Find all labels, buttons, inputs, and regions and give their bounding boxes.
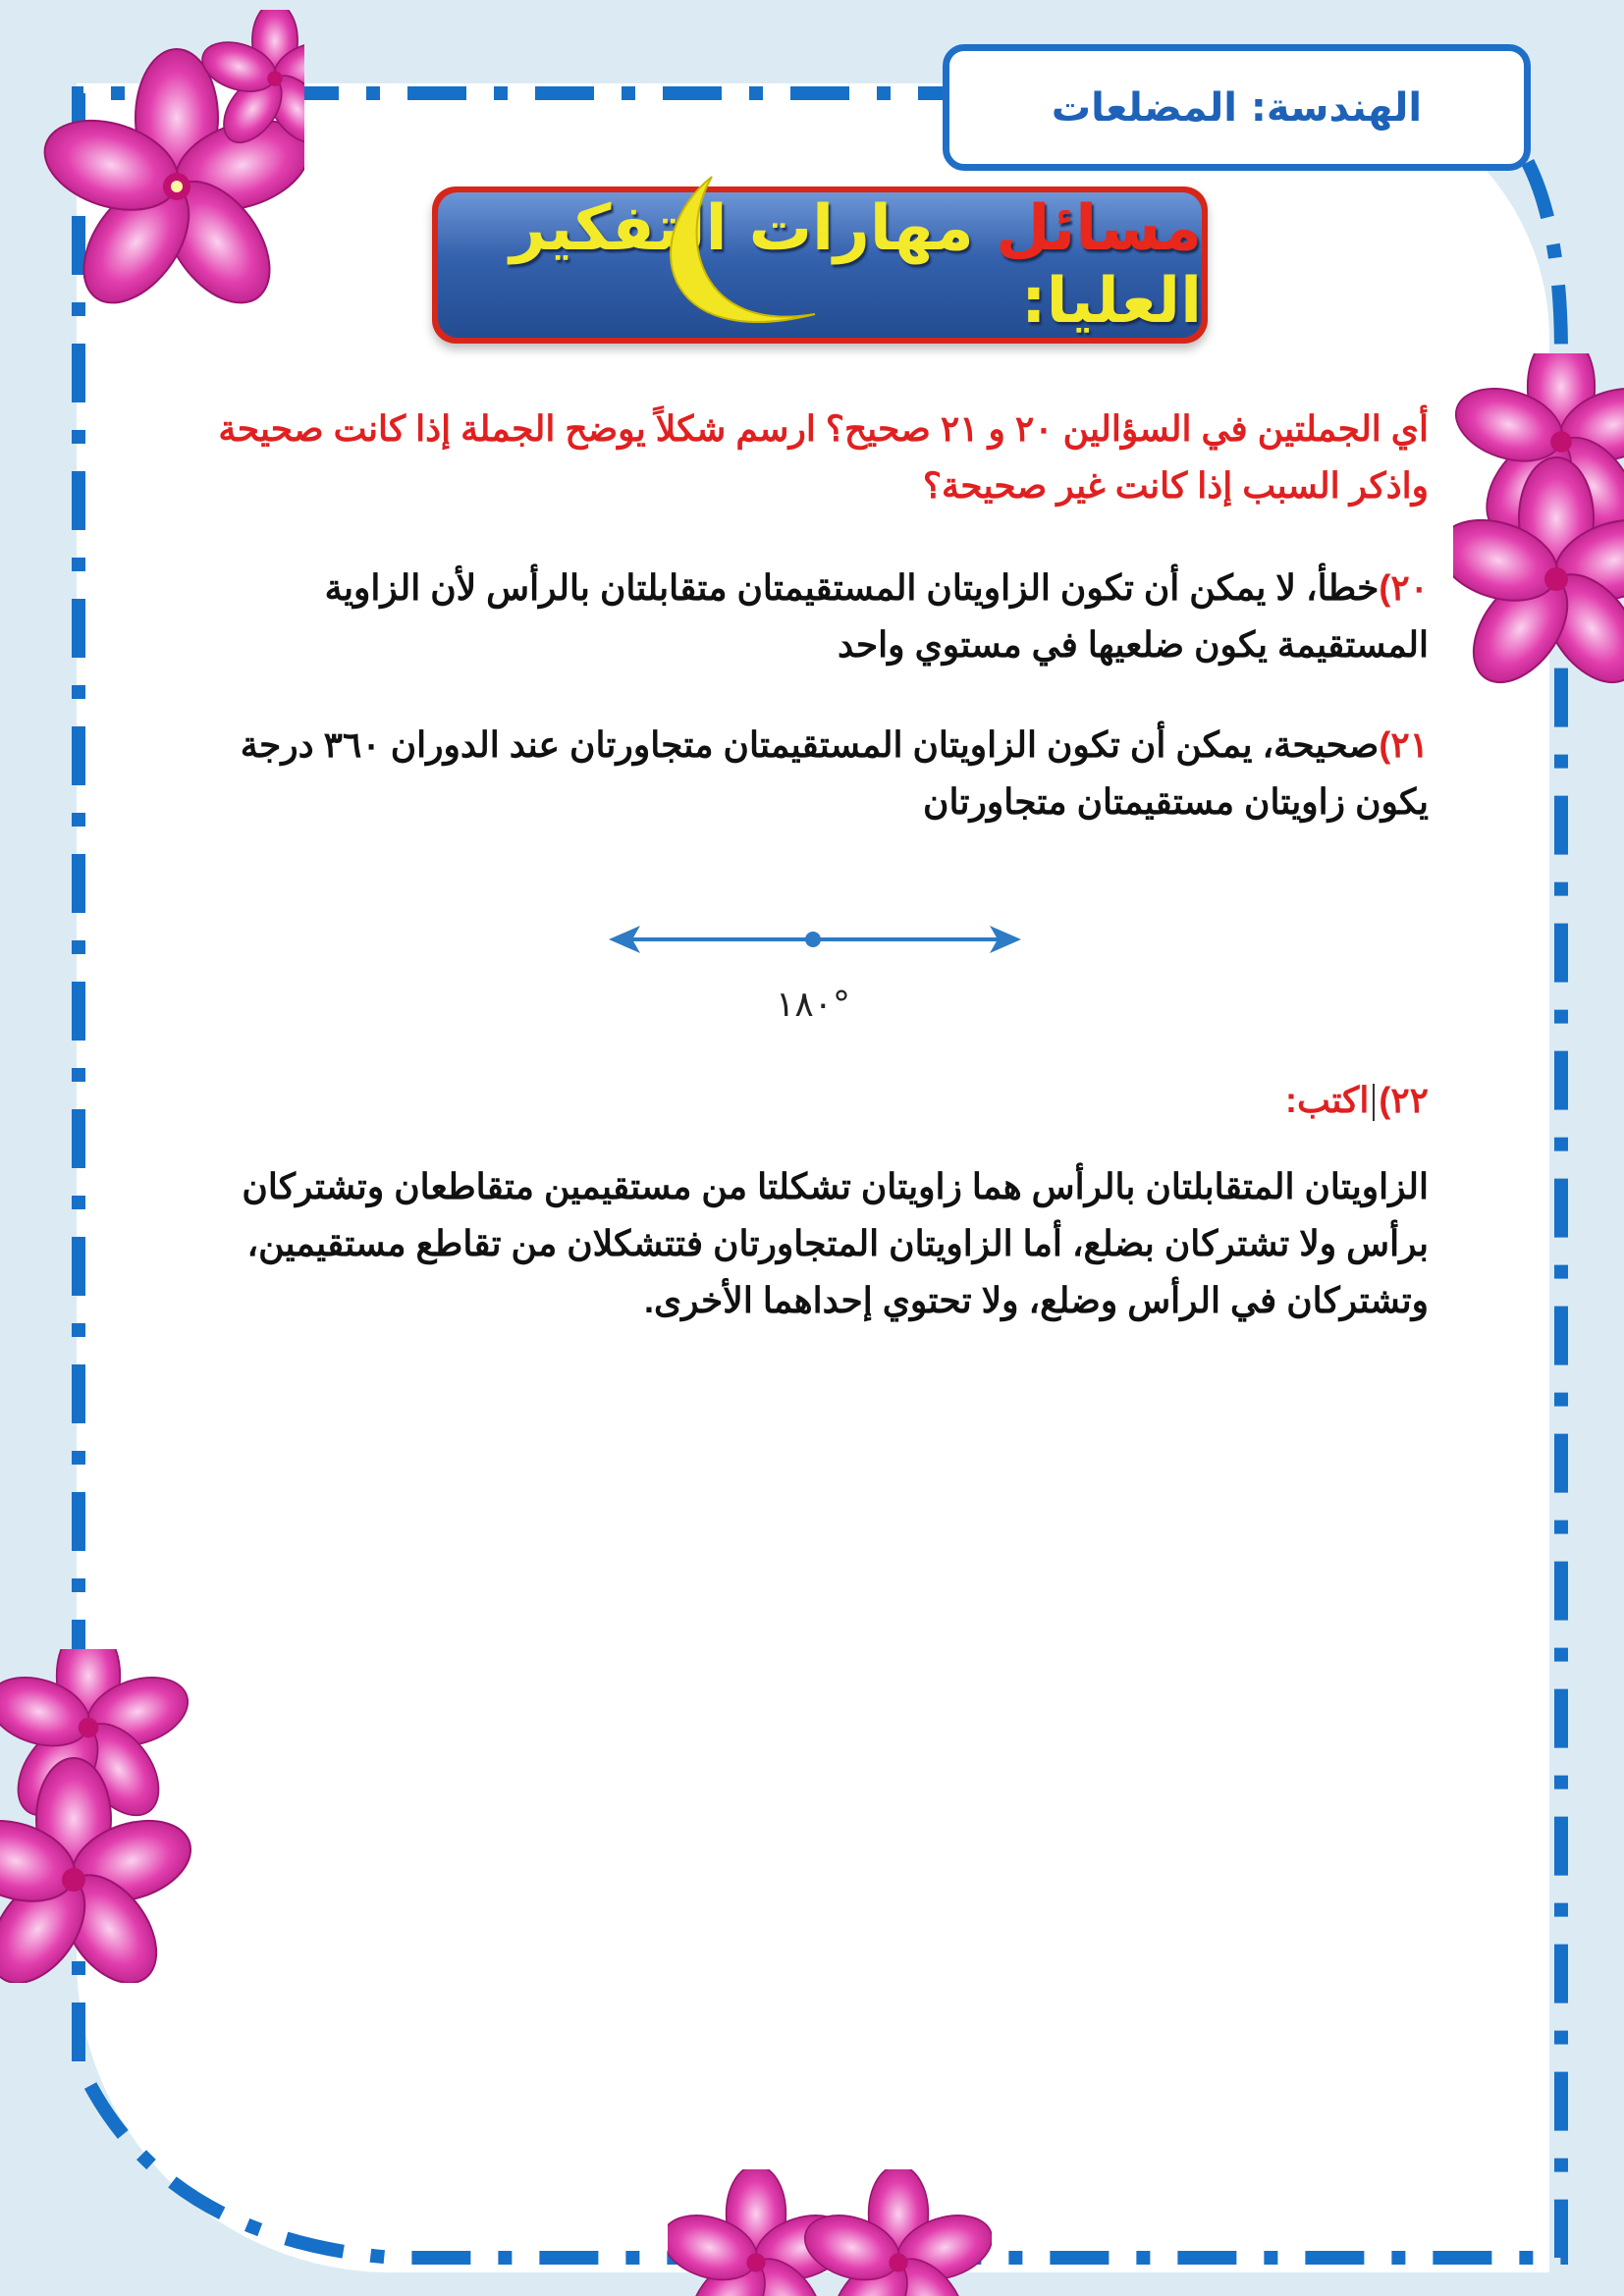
header-title-box — [943, 44, 1531, 171]
header-title: الهندسة: المضلعات — [1051, 84, 1423, 131]
answer-20-number: ٢٠) — [1379, 567, 1429, 608]
write-section-text: الزاويتان المتقابلتان بالرأس هما زاويتان تشكلتا من مستقيمين متقاطعان وتشتركان برأس ولا تشتركان بضلع، أما الزاويتان المتجاورتان فتتشكلان من تقاطع مستقيمين، وتشتركان في الرأس وضلع، ولا تحتوي إحداهما الأخرى. — [242, 1166, 1429, 1320]
vertex-point — [805, 932, 821, 947]
divider — [1373, 1084, 1375, 1121]
answer-20-text: خطأ، لا يمكن أن تكون الزاويتان المستقيمتان متقابلتان بالرأس لأن الزاوية المستقيمة يكون ضلعيها في مستوي واحد — [324, 567, 1429, 665]
write-section-number: ٢٢) — [1379, 1080, 1429, 1120]
flower-cluster-right-icon — [1453, 353, 1624, 687]
answer-20 — [177, 560, 1429, 673]
banner-title-yellow: مهارات التفكير العليا: — [510, 192, 1202, 338]
answer-21-text: صحيحة، يمكن أن تكون الزاويتان المستقيمتان متجاورتان عند الدوران ٣٦٠ درجة يكون زاويتان مستقيمتان متجاورتان — [240, 724, 1429, 822]
answer-21-number: ٢١) — [1379, 724, 1429, 765]
straight-angle-diagram — [599, 918, 1031, 1036]
flower-cluster-bottom-left-icon — [0, 1649, 196, 1983]
question-text: أي الجملتين في السؤالين ٢٠ و ٢١ صحيح؟ ارسم شكلاً يوضح الجملة إذا كانت صحيحة واذكر السبب إذا كانت غير صحيحة؟ — [218, 408, 1429, 506]
banner-title-red: مسائل — [996, 192, 1202, 265]
flower-cluster-bottom-icon — [668, 2169, 992, 2296]
angle-label: ١٨٠° — [775, 985, 851, 1025]
flower-cluster-top-left-icon — [10, 10, 304, 334]
write-section-heading — [177, 1072, 1429, 1129]
crescent-moon-icon — [619, 167, 825, 363]
write-section-label: اكتب: — [1284, 1080, 1370, 1120]
answer-21 — [177, 717, 1429, 830]
